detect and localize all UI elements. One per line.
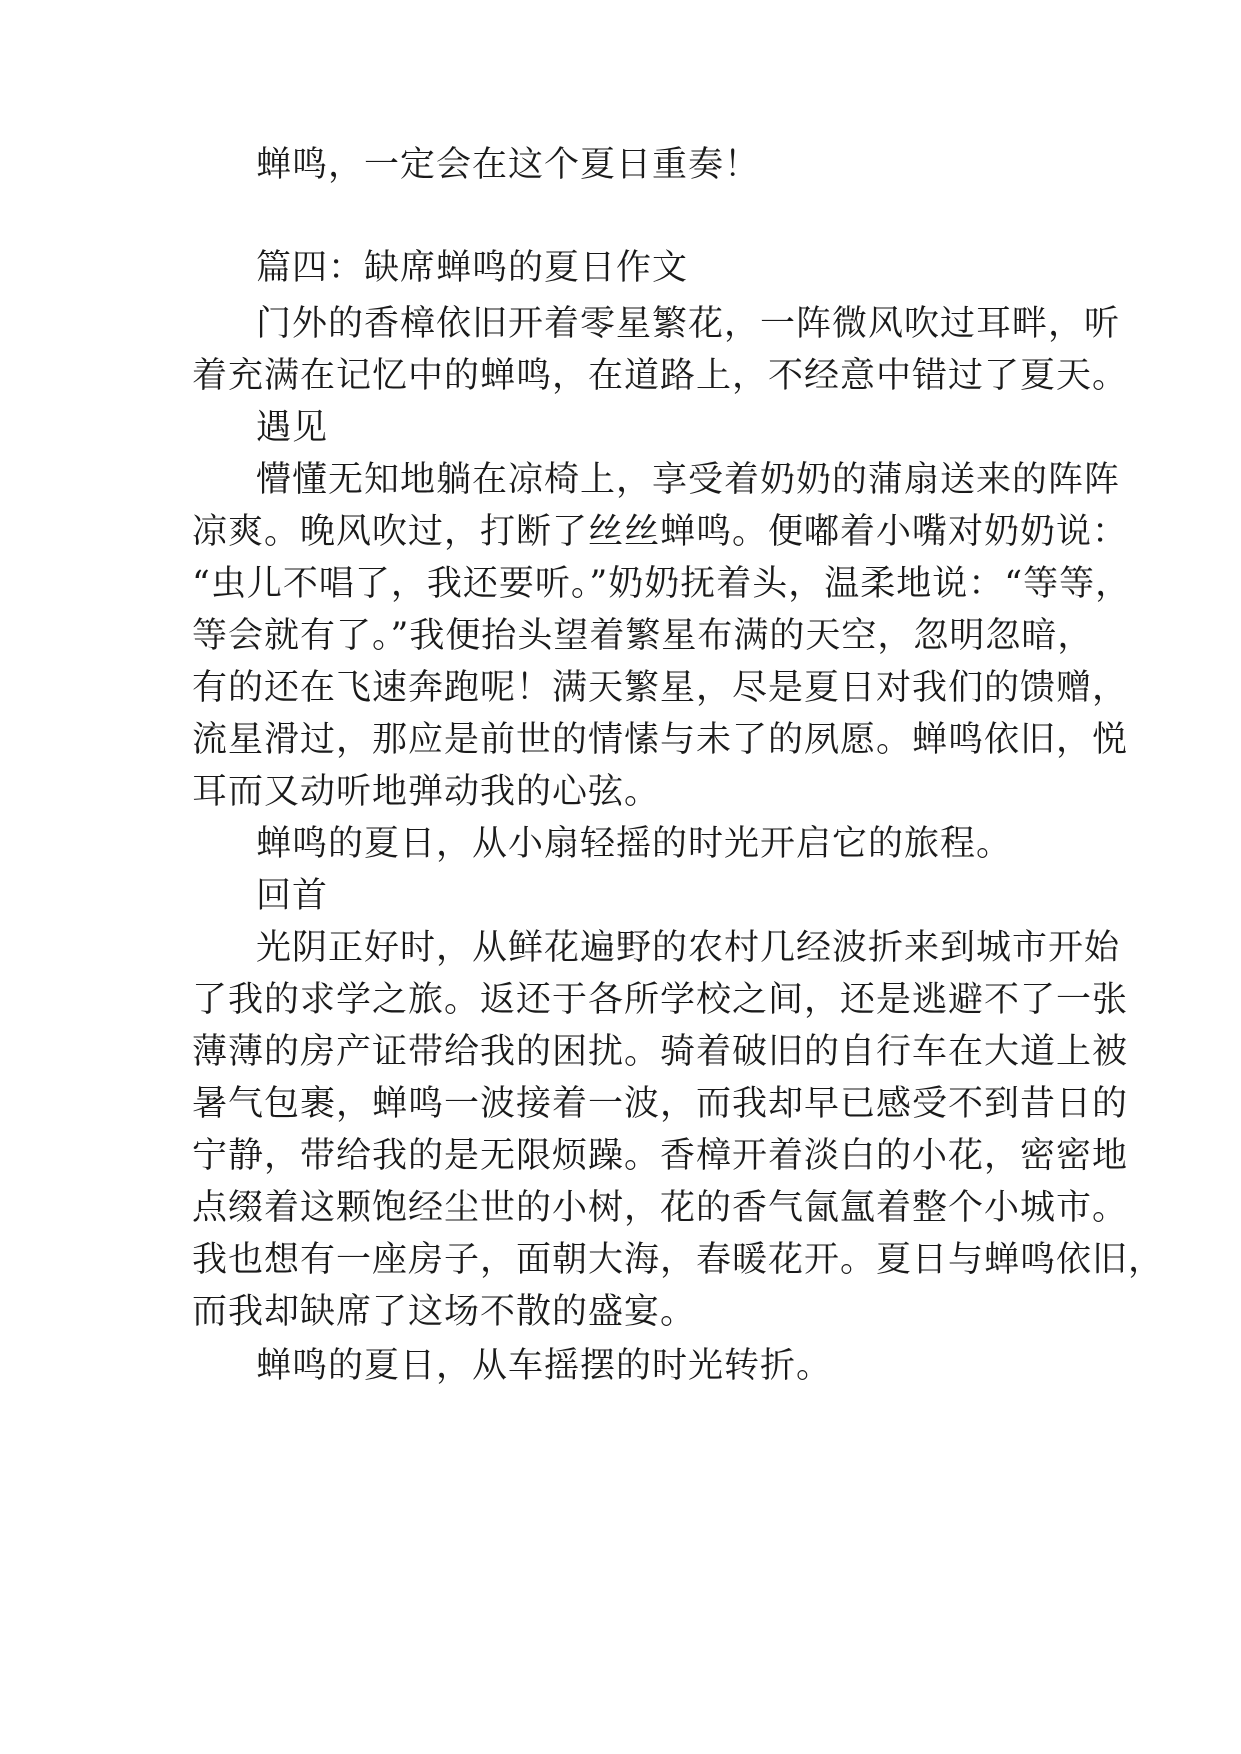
text-line: 点缀着这颗饱经尘世的小树，花的香气氤氲着整个小城市。 bbox=[192, 1188, 1129, 1228]
text-line: 等会就有了。”我便抬头望着繁星布满的天空，忽明忽暗， bbox=[192, 616, 1094, 656]
text-line: 而我却缺席了这场不散的盛宴。 bbox=[192, 1292, 697, 1332]
text-line: 蝉鸣，一定会在这个夏日重奏！ bbox=[256, 145, 761, 185]
text-line: 我也想有一座房子，面朝大海，春暖花开。夏日与蝉鸣依旧， bbox=[192, 1240, 1165, 1280]
subheading: 遇见 bbox=[256, 408, 329, 448]
text-line: 着充满在记忆中的蝉鸣，在道路上，不经意中错过了夏天。 bbox=[192, 356, 1129, 396]
text-line: 凉爽。晚风吹过，打断了丝丝蝉鸣。便嘟着小嘴对奶奶说： bbox=[192, 512, 1129, 552]
text-line: 懵懂无知地躺在凉椅上，享受着奶奶的蒲扇送来的阵阵 bbox=[256, 460, 1121, 500]
text-line: 宁静，带给我的是无限烦躁。香樟开着淡白的小花，密密地 bbox=[192, 1136, 1129, 1176]
text-line: 薄薄的房产证带给我的困扰。骑着破旧的自行车在大道上被 bbox=[192, 1032, 1129, 1072]
text-line: “虫儿不唱了，我还要听。”奶奶抚着头，温柔地说：“等等， bbox=[192, 564, 1132, 604]
text-line: 了我的求学之旅。返还于各所学校之间，还是逃避不了一张 bbox=[192, 980, 1129, 1020]
text-line: 耳而又动听地弹动我的心弦。 bbox=[192, 772, 661, 812]
text-line: 蝉鸣的夏日，从车摇摆的时光转折。 bbox=[256, 1346, 833, 1386]
text-line: 光阴正好时，从鲜花遍野的农村几经波折来到城市开始 bbox=[256, 928, 1121, 968]
text-line: 流星滑过，那应是前世的情愫与未了的夙愿。蝉鸣依旧，悦 bbox=[192, 720, 1129, 760]
text-line: 暑气包裹，蝉鸣一波接着一波，而我却早已感受不到昔日的 bbox=[192, 1084, 1129, 1124]
text-line: 有的还在飞速奔跑呢！满天繁星，尽是夏日对我们的馈赠， bbox=[192, 668, 1129, 708]
text-line: 门外的香樟依旧开着零星繁花，一阵微风吹过耳畔，听 bbox=[256, 304, 1121, 344]
text-line: 蝉鸣的夏日，从小扇轻摇的时光开启它的旅程。 bbox=[256, 824, 1013, 864]
subheading: 回首 bbox=[256, 876, 329, 916]
section-heading: 篇四：缺席蝉鸣的夏日作文 bbox=[256, 248, 689, 288]
